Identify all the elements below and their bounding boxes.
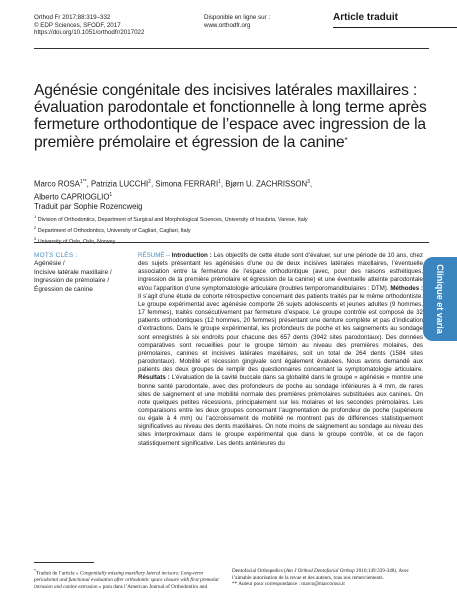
footnote-journal-abbrev: Am J Orthod Dentofacial Orthop: [285, 568, 355, 574]
footnote-divider: [34, 562, 94, 563]
footnote-journal-lead: Dentofacial Orthopedics (: [232, 568, 286, 574]
translator-line: Traduit par Sophie Rozencweig: [34, 202, 143, 212]
author-sup: 2: [148, 179, 151, 185]
keyword-item: Incisive latérale maxillaire /: [34, 268, 112, 276]
keyword-item: Ingression de prémolaire /: [34, 277, 110, 285]
keywords-box: [34, 252, 120, 294]
section-side-tab: [423, 257, 457, 341]
footnote-journal-tail: 2016;149:339-348). Avec l’aimable autorisation de la revue et des auteurs, tous nos remerciements.: [232, 568, 409, 581]
journal-info: [34, 14, 204, 37]
results-label: Résultats :: [138, 374, 170, 382]
abstract-lead: RÉSUMÉ –: [138, 252, 172, 259]
author-block: [34, 177, 434, 212]
footnote-left: [34, 568, 224, 591]
author-sup: 1**: [79, 179, 87, 185]
side-tab-label: Clinique et varia: [435, 264, 445, 334]
article-title: [34, 82, 434, 151]
affiliation-divider: [34, 242, 429, 243]
correspondence-text: Auteur pour correspondance : marco@marcorosa.it: [237, 581, 345, 588]
article-type: Article traduit: [333, 12, 399, 23]
affiliation-num: 3: [34, 236, 37, 242]
affiliation-num: 2: [34, 225, 37, 231]
intro-label: Introduction :: [171, 252, 212, 259]
author-name: Bjørn U. ZACHRISSON: [225, 179, 308, 189]
author-name: Marco ROSA: [34, 179, 80, 189]
copyright-line: © EDP Sciences, SFODF, 2017: [34, 21, 121, 29]
online-info: [204, 14, 324, 29]
header-divider: [34, 48, 429, 49]
correspondence-marker: **: [232, 581, 238, 588]
author-sup: 3: [307, 179, 310, 185]
author-name: Alberto CAPRIOGLIO: [34, 192, 110, 202]
affiliation-item: [34, 224, 434, 235]
footnote-marker: *: [34, 568, 36, 573]
author-line-2: [34, 190, 434, 203]
keyword-item: Agénésie /: [34, 260, 65, 268]
author-name: Simona FERRARI: [155, 179, 219, 189]
online-url[interactable]: www.orthodfr.org: [204, 21, 251, 29]
footnote-lead: Traduit de l’article «: [36, 570, 80, 577]
affiliation-text: Division of Orthodontics, Department of Surgical and Morphological Sciences, University of Insubria, Varese, Italy: [37, 216, 308, 223]
affiliation-num: 1: [34, 214, 37, 219]
methods-label: Méthodes :: [390, 284, 423, 292]
online-label: Disponible en ligne sur :: [204, 14, 271, 21]
author-line-1: Marco $ROSA^{1**}$, Patrizia LUCCHI$^2$, Simona FERRARI$^1$, Bjørn U. ZACHRISSON$^3$,: [34, 179, 313, 189]
journal-citation: Orthod Fr 2017;88:319–332: [34, 14, 111, 21]
footnote-tail: » paru dans l’American Journal of Orthodontics and: [97, 583, 208, 590]
keywords-title: MOTS CLÉS :: [34, 252, 78, 259]
title-marker: *: [344, 135, 348, 145]
footnote-right: [232, 568, 424, 588]
doi-link[interactable]: https://doi.org/10.1051/orthodfr/2017022: [34, 29, 145, 37]
results-text: L’évaluation de la cavité buccale dans sa globalité dans le groupe « agénésie » montre une bonne santé parodontale, avec des profondeurs de poche au sondage inférieures à 4 mm, de rares sites de saignement et une mobilité normale des premières prémolaires substituées aux canines. On note quelques petites récessions, principalement sur les molaires et les secondes prémolaires. Les comparaisons entre les deux groupes concernant l’augmentation de profondeur de poche (supérieure ou égale à 4 mm) ou l’accroissement de mobilité ne montrent pas de différences statistiquement significatives au niveau des dents maxillaires. On note moins de saignement au sondage au niveau des sites interproximaux dans le groupe expérimental que dans le groupe contrôle, et ce de façon statistiquement significative. Les dents antérieures du: [138, 374, 423, 447]
author-sup: 1: [218, 179, 221, 185]
abstract-body: [138, 252, 423, 448]
article-type-tag: [333, 11, 457, 28]
affiliation-text: Department of Orthodontics, University of Cagliari, Cagliari, Italy: [37, 228, 191, 234]
methods-text: Il s’agit d’une étude de cohorte rétrospective concernant des patients traités par le même orthodontiste. Le groupe expérimental avec agénésie comporte 26 sujets adolescents et jeunes adultes (9 hommes, 17 femmes), traités consécutivement par fermeture d’espace. Le groupe contrôle est composé de 32 patients orthodontiques (12 hommes, 20 femmes) présentant une denture complète et pas d’indication d’extractions. Dans le groupe expérimental, les profondeurs de poche et les saignements au sondage sont enregistrés à six endroits pour chacune des 657 dents (3942 sites parodontaux). Des données comparatives sont recueillies pour le groupe témoin au niveau des premières molaires, des prémolaires, canines et incisives latérales maxillaires, soit un total de 264 dents (1584 sites parodontaux). Mobilité et récession gingivale sont également évaluées. Nous avons demandé aux patients des deux groupes de remplir des questionnaires concernant la symptomatologie articulaire.: [138, 292, 423, 374]
affiliation-text: University of Oslo, Oslo, Norway: [37, 239, 116, 246]
title-text: Agénésie congénitale des incisives latérales maxillaires : évaluation parodontale et fonctionnelle à long terme après fermeture orthodontique de l’espace avec ingression de la première prémolaire et égression de la canine: [34, 82, 427, 151]
author-sup: 1: [109, 191, 113, 198]
affiliation-item: [34, 213, 434, 224]
affiliation-item: [34, 235, 434, 246]
footnote-original-title: Congenitally missing maxillary lateral incisors: Long-term periodontal and functional evaluation after orthodontic space closure with first premolar intrusion and canine extrusion: [34, 570, 220, 590]
author-name: Patrizia LUCCHI: [90, 179, 149, 189]
intro-text: Les objectifs de cette étude sont d’évaluer, sur une période de 10 ans, chez des sujets présentant les agénésies d’une ou de deux incisives latérales maxillaires, l’éventuelle association entre la fermeture de l’espace orthodontique (avec, pour des raisons esthétiques, ingression de la première prémolaire et égression de la canine) et une éventuelle atteinte parodontale et/ou l’apparition d’une symptomatologie articulaire (troubles temporomandibulaires : DTM).: [138, 252, 423, 292]
keyword-item: Égression de canine: [34, 285, 93, 293]
